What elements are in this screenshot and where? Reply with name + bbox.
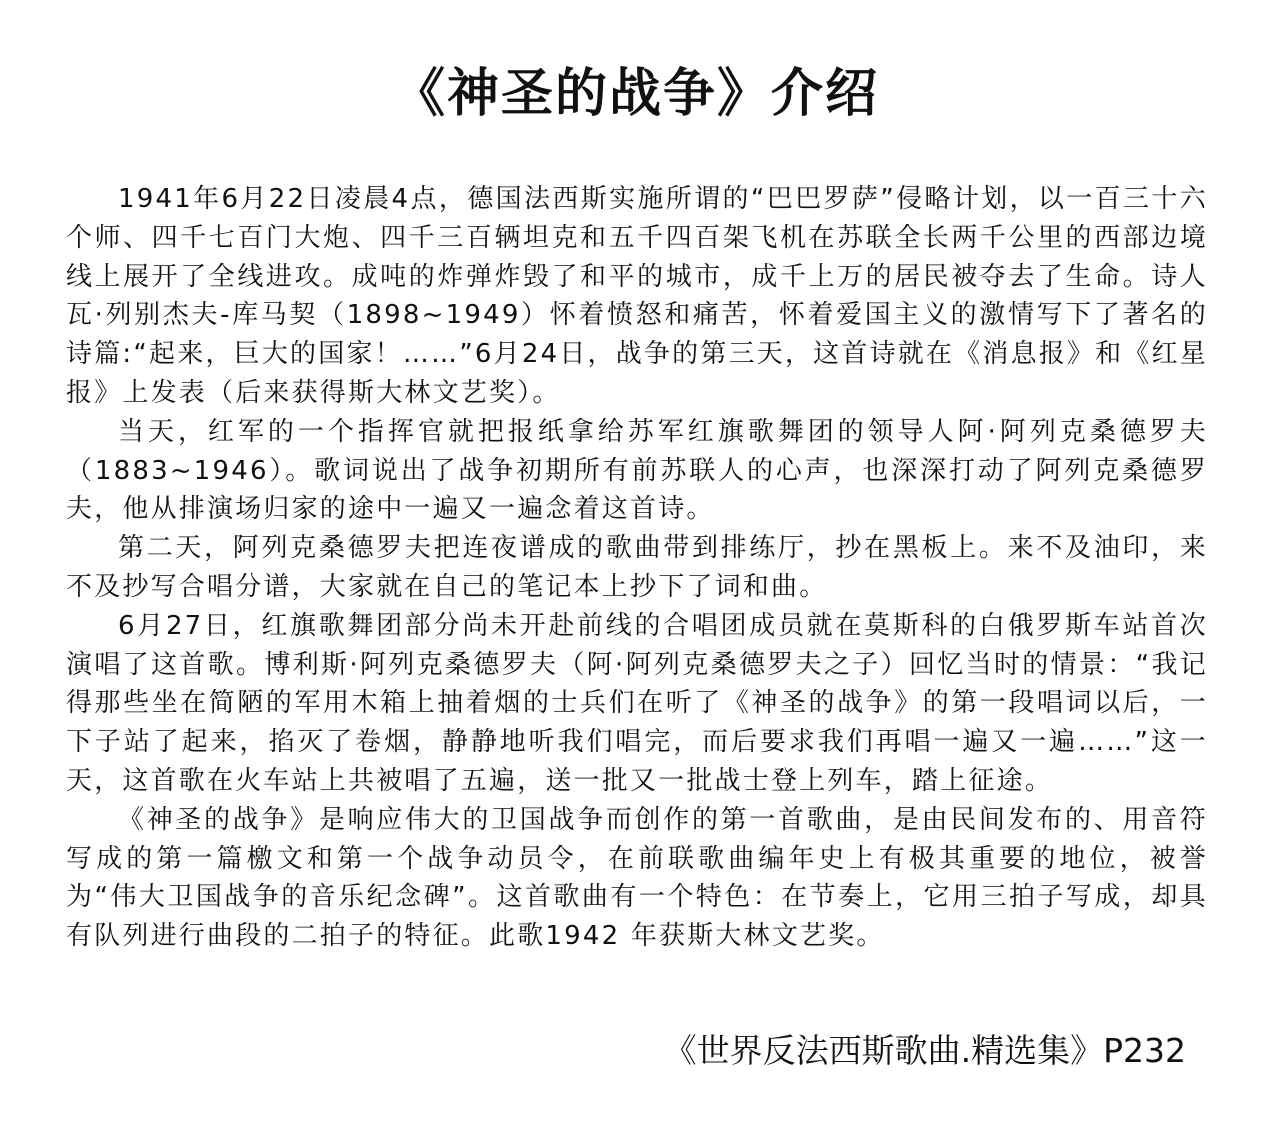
document-body [66, 180, 1208, 956]
paragraph-2: 当天，红军的一个指挥官就把报纸拿给苏军红旗歌舞团的领导人阿·阿列克桑德罗夫（1883~1946）。歌词说出了战争初期所有前苏联人的心声，也深深打动了阿列克桑德罗夫，他从排演场归家的途中一遍又一遍念着这首诗。 [66, 416, 1208, 525]
source-citation: 《世界反法西斯歌曲.精选集》P232 [663, 1031, 1186, 1070]
paragraph-1: 1941年6月22日凌晨4点，德国法西斯实施所谓的“巴巴罗萨”侵略计划，以一百三十六个师、四千七百门大炮、四千三百辆坦克和五千四百架飞机在苏联全长两千公里的西部边境线上展开了全线进攻。成吨的炸弹炸毁了和平的城市，成千上万的居民被夺去了生命。诗人瓦·列别杰夫-库马契（1898~1949）怀着愤怒和痛苦，怀着爱国主义的激情写下了著名的诗篇:“起来，巨大的国家！……”6月24日，战争的第三天，这首诗就在《消息报》和《红星报》上发表（后来获得斯大林文艺奖）。 [66, 184, 1208, 408]
paragraph-5: 《神圣的战争》是响应伟大的卫国战争而创作的第一首歌曲，是由民间发布的、用音符写成的第一篇檄文和第一个战争动员令，在前联歌曲编年史上有极其重要的地位，被誉为“伟大卫国战争的音乐纪念碑”。这首歌曲有一个特色：在节奏上，它用三拍子写成，却具有队列进行曲段的二拍子的特征。此歌1942 年获斯大林文艺奖。 [66, 804, 1208, 952]
paragraph-4: 6月27日，红旗歌舞团部分尚未开赴前线的合唱团成员就在莫斯科的白俄罗斯车站首次演唱了这首歌。博利斯·阿列克桑德罗夫（阿·阿列克桑德罗夫之子）回忆当时的情景：“我记得那些坐在简陋的军用木箱上抽着烟的士兵们在听了《神圣的战争》的第一段唱词以后，一下子站了起来，掐灭了卷烟，静静地听我们唱完，而后要求我们再唱一遍又一遍……”这一天，这首歌在火车站上共被唱了五遍，送一批又一批战士登上列车，踏上征途。 [66, 610, 1208, 796]
paragraph-3: 第二天，阿列克桑德罗夫把连夜谱成的歌曲带到排练厅，抄在黑板上。来不及油印，来不及抄写合唱分谱，大家就在自己的笔记本上抄下了词和曲。 [66, 533, 1208, 602]
document-title: 《神圣的战争》介绍 [392, 64, 879, 124]
